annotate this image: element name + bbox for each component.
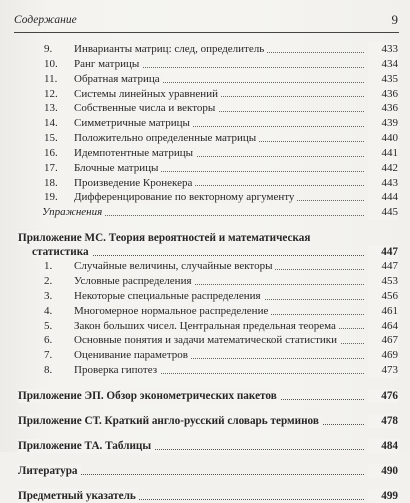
toc-entry-page: 469 bbox=[368, 348, 398, 363]
toc-entry-title: Обратная матрица bbox=[74, 73, 163, 85]
toc-entry[interactable] bbox=[18, 146, 398, 161]
toc-entry-page: 434 bbox=[368, 57, 398, 72]
toc-entry-number: 9. bbox=[44, 43, 53, 55]
toc-entry-page: 436 bbox=[368, 101, 398, 116]
appendix-st-title: Приложение СТ. Краткий англо-русский словарь терминов bbox=[18, 414, 322, 428]
toc-entry[interactable] bbox=[18, 363, 398, 378]
toc-entry-title: Основные понятия и задачи математической статистики bbox=[74, 334, 340, 346]
appendix-ms-page: 447 bbox=[368, 245, 398, 259]
toc-entry[interactable] bbox=[18, 72, 398, 87]
toc-entry[interactable] bbox=[18, 57, 398, 72]
appendix-ta-page: 484 bbox=[368, 439, 398, 453]
toc-entry-number: 2. bbox=[44, 274, 53, 287]
toc-entry-title: Системы линейных уравнений bbox=[74, 88, 221, 100]
toc-exercises-title: Упражнения bbox=[42, 206, 105, 218]
toc-entry-number: 15. bbox=[44, 132, 58, 145]
appendix-ep[interactable] bbox=[18, 389, 398, 403]
toc-entry-number: 11. bbox=[44, 72, 58, 85]
page-number: 9 bbox=[391, 12, 398, 27]
toc-entry[interactable] bbox=[18, 319, 398, 334]
toc-entry-title: Симметричные матрицы bbox=[74, 117, 193, 129]
toc-entry-page: 447 bbox=[368, 259, 398, 274]
appendix-ms[interactable] bbox=[18, 231, 398, 259]
toc-entry-page: 440 bbox=[368, 131, 398, 146]
subject-index-title: Предметный указатель bbox=[18, 489, 139, 503]
toc-entry[interactable] bbox=[18, 190, 398, 205]
literature-page: 490 bbox=[368, 464, 398, 478]
toc-entry[interactable] bbox=[18, 348, 398, 363]
toc-entry[interactable] bbox=[18, 333, 398, 348]
literature-title: Литература bbox=[18, 464, 81, 478]
toc-entry[interactable] bbox=[18, 274, 398, 289]
toc-entry[interactable] bbox=[18, 304, 398, 319]
appendix-ta-title: Приложение ТА. Таблицы bbox=[18, 439, 154, 453]
table-of-contents bbox=[18, 42, 398, 503]
toc-entry-number: 16. bbox=[44, 146, 58, 159]
toc-entry[interactable] bbox=[18, 116, 398, 131]
toc-entry-title: Положительно определенные матрицы bbox=[74, 132, 259, 144]
toc-entry-number: 8. bbox=[44, 364, 53, 377]
toc-entry-title: Случайные величины, случайные векторы bbox=[74, 260, 275, 272]
toc-entry-title: Ранг матрицы bbox=[74, 58, 142, 70]
toc-entry[interactable] bbox=[18, 42, 398, 57]
toc-entry-page: 435 bbox=[368, 72, 398, 87]
toc-entry-title: Условные распределения bbox=[74, 275, 195, 287]
toc-entry-title: Проверка гипотез bbox=[74, 364, 160, 376]
toc-entry-page: 456 bbox=[368, 289, 398, 304]
toc-exercises-page: 445 bbox=[368, 205, 398, 220]
toc-entry[interactable] bbox=[18, 289, 398, 304]
toc-exercises[interactable] bbox=[18, 205, 398, 220]
toc-entry[interactable] bbox=[18, 101, 398, 116]
toc-entry-number: 1. bbox=[44, 260, 53, 273]
toc-entry-number: 14. bbox=[44, 117, 58, 130]
appendix-ms-title-line2: статистика bbox=[32, 245, 92, 259]
toc-entry-page: 439 bbox=[368, 116, 398, 131]
toc-entry-page: 461 bbox=[368, 304, 398, 319]
toc-entry-number: 7. bbox=[44, 349, 53, 362]
toc-entry-title: Произведение Кронекера bbox=[74, 177, 195, 189]
subject-index[interactable] bbox=[18, 489, 398, 503]
toc-entry-number: 19. bbox=[44, 191, 58, 204]
toc-entry[interactable] bbox=[18, 259, 398, 274]
running-head-title: Содержание bbox=[14, 14, 77, 26]
toc-entry-number: 10. bbox=[44, 57, 58, 70]
toc-entry-title: Оценивание параметров bbox=[74, 349, 191, 361]
toc-entry-page: 464 bbox=[368, 319, 398, 334]
toc-entry-page: 473 bbox=[368, 363, 398, 378]
appendix-st[interactable] bbox=[18, 414, 398, 428]
toc-entry-number: 4. bbox=[44, 304, 53, 317]
toc-entry-page: 433 bbox=[368, 42, 398, 57]
toc-entry-number: 17. bbox=[44, 161, 58, 174]
toc-entry[interactable] bbox=[18, 161, 398, 176]
toc-entry-page: 453 bbox=[368, 274, 398, 289]
toc-entry-title: Закон больших чисел. Центральная предельная теорема bbox=[74, 320, 339, 332]
toc-entry-title: Некоторые специальные распределения bbox=[74, 290, 264, 302]
toc-entry[interactable] bbox=[18, 87, 398, 102]
toc-entry-number: 18. bbox=[44, 176, 58, 189]
toc-entry-number: 3. bbox=[44, 289, 53, 302]
toc-entry-title: Блочные матрицы bbox=[74, 162, 161, 174]
literature[interactable] bbox=[18, 464, 398, 478]
appendix-ms-title-line1: Приложение МС. Теория вероятностей и математическая bbox=[18, 231, 313, 245]
toc-entry-title: Дифференцирование по векторному аргументу bbox=[74, 191, 297, 203]
toc-entry-number: 6. bbox=[44, 334, 53, 347]
dot-leader bbox=[32, 474, 364, 475]
toc-entry-page: 443 bbox=[368, 176, 398, 191]
toc-entry-title: Идемпотентные матрицы bbox=[74, 147, 196, 159]
toc-entry-number: 12. bbox=[44, 87, 58, 100]
appendix-ta[interactable] bbox=[18, 439, 398, 453]
toc-entry[interactable] bbox=[18, 176, 398, 191]
appendix-st-page: 478 bbox=[368, 414, 398, 428]
toc-entry-title: Собственные числа и векторы bbox=[74, 102, 218, 114]
toc-entry-page: 444 bbox=[368, 190, 398, 205]
toc-entry-page: 441 bbox=[368, 146, 398, 161]
toc-entry-number: 13. bbox=[44, 102, 58, 115]
toc-entry[interactable] bbox=[18, 131, 398, 146]
toc-entry-page: 442 bbox=[368, 161, 398, 176]
appendix-ep-title: Приложение ЭП. Обзор эконометрических пакетов bbox=[18, 389, 280, 403]
toc-entry-page: 436 bbox=[368, 87, 398, 102]
toc-entry-page: 467 bbox=[368, 333, 398, 348]
toc-entry-title: Инварианты матриц: след, определитель bbox=[74, 43, 267, 55]
subject-index-page: 499 bbox=[368, 489, 398, 503]
running-head bbox=[14, 14, 399, 33]
appendix-ep-page: 476 bbox=[368, 389, 398, 403]
toc-entry-number: 5. bbox=[44, 319, 53, 332]
toc-entry-title: Многомерное нормальное распределение bbox=[74, 305, 271, 317]
